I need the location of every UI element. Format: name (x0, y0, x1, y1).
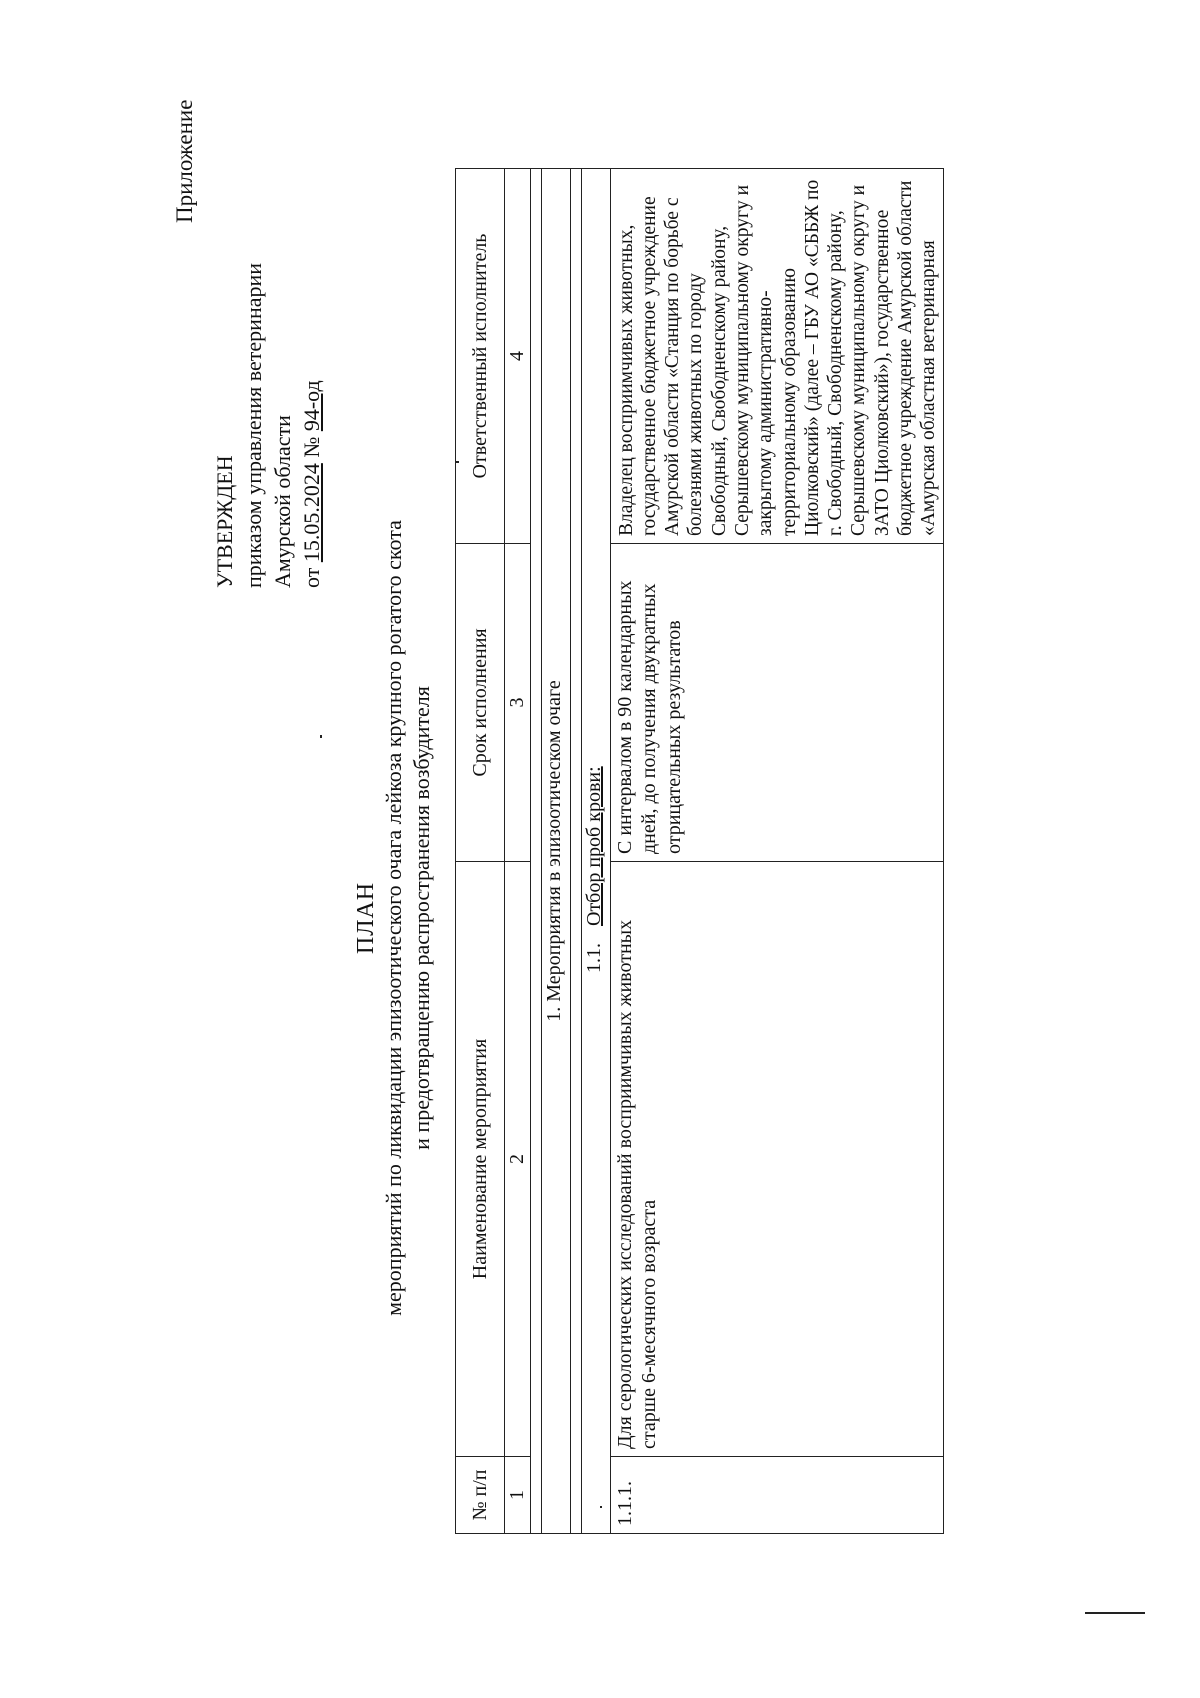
approval-block (210, 263, 326, 588)
scan-dot (320, 735, 322, 738)
row-number: 1.1.1. (610, 1457, 943, 1534)
spacer-cell (570, 169, 581, 1534)
column-numbers-row (505, 169, 531, 1534)
header-responsible: Ответственный исполнитель (456, 169, 505, 544)
scan-dot (600, 1506, 602, 1508)
appendix-label: Приложение (172, 99, 197, 223)
table-row (610, 169, 943, 1534)
header-term: Срок исполнения (456, 544, 505, 862)
column-number-2: 2 (505, 862, 531, 1457)
subsection-number: 1.1. (582, 943, 605, 973)
approved-line-1: приказом управления ветеринарии (241, 262, 266, 588)
column-number-4: 4 (505, 169, 531, 544)
number-prefix: № (299, 436, 324, 458)
date-prefix: от (299, 567, 324, 588)
approved-line-2: Амурской области (270, 415, 295, 588)
order-number: 94-од (299, 380, 324, 432)
plan-heading: ПЛАН (353, 881, 379, 955)
plan-table (455, 168, 944, 1534)
section-title: 1. Мероприятия в эпизоотическом очаге (541, 169, 570, 1534)
row-name: Для серологических исследований восприимчивых животных старше 6-месячного возраста (610, 862, 943, 1457)
subsection-cell (581, 169, 610, 1534)
header-number: № п/п (456, 1457, 505, 1534)
approved-title: УТВЕРЖДЕН (212, 455, 237, 588)
subsection-row (581, 169, 610, 1534)
header-name: Наименование мероприятия (456, 862, 505, 1457)
subsection-title: Отбор проб крови: (582, 766, 605, 926)
title-line-1: мероприятий по ликвидации эпизоотического очага лейкоза крупного рогатого скота (381, 520, 406, 1316)
spacer-row (530, 169, 541, 1534)
row-responsible: Владелец восприимчивых животных, государственное бюджетное учреждение Амурской области «Станция по борьбе с болезнями животных по городу Свободный, Свободненскому району, Серышевскому муниципальному округу и закрытому административно-территориальному образованию Циолковский» (далее – ГБУ АО «СББЖ по г. Свободный, Свободненскому району, Серышевскому муниципальному округу и ЗАТО Циолковский»), государственное бюджетное учреждение Амурской области «Амурская областная ветеринарная (610, 169, 943, 544)
spacer-row (570, 169, 581, 1534)
column-number-3: 3 (505, 544, 531, 862)
approval-date-line (297, 263, 326, 588)
spacer-cell (530, 169, 541, 1534)
scan-line (1085, 1613, 1145, 1615)
row-term: С интервалом в 90 календарных дней, до получения двукратных отрицательных результатов (610, 544, 943, 862)
title-line-2: и предотвращению распространения возбудителя (409, 686, 434, 1150)
table-header-row (456, 169, 505, 1534)
approval-date: 15.05.2024 (299, 463, 324, 563)
document-title (352, 438, 436, 1398)
scan-dot (455, 461, 459, 463)
column-number-1: 1 (505, 1457, 531, 1534)
section-row (541, 169, 570, 1534)
